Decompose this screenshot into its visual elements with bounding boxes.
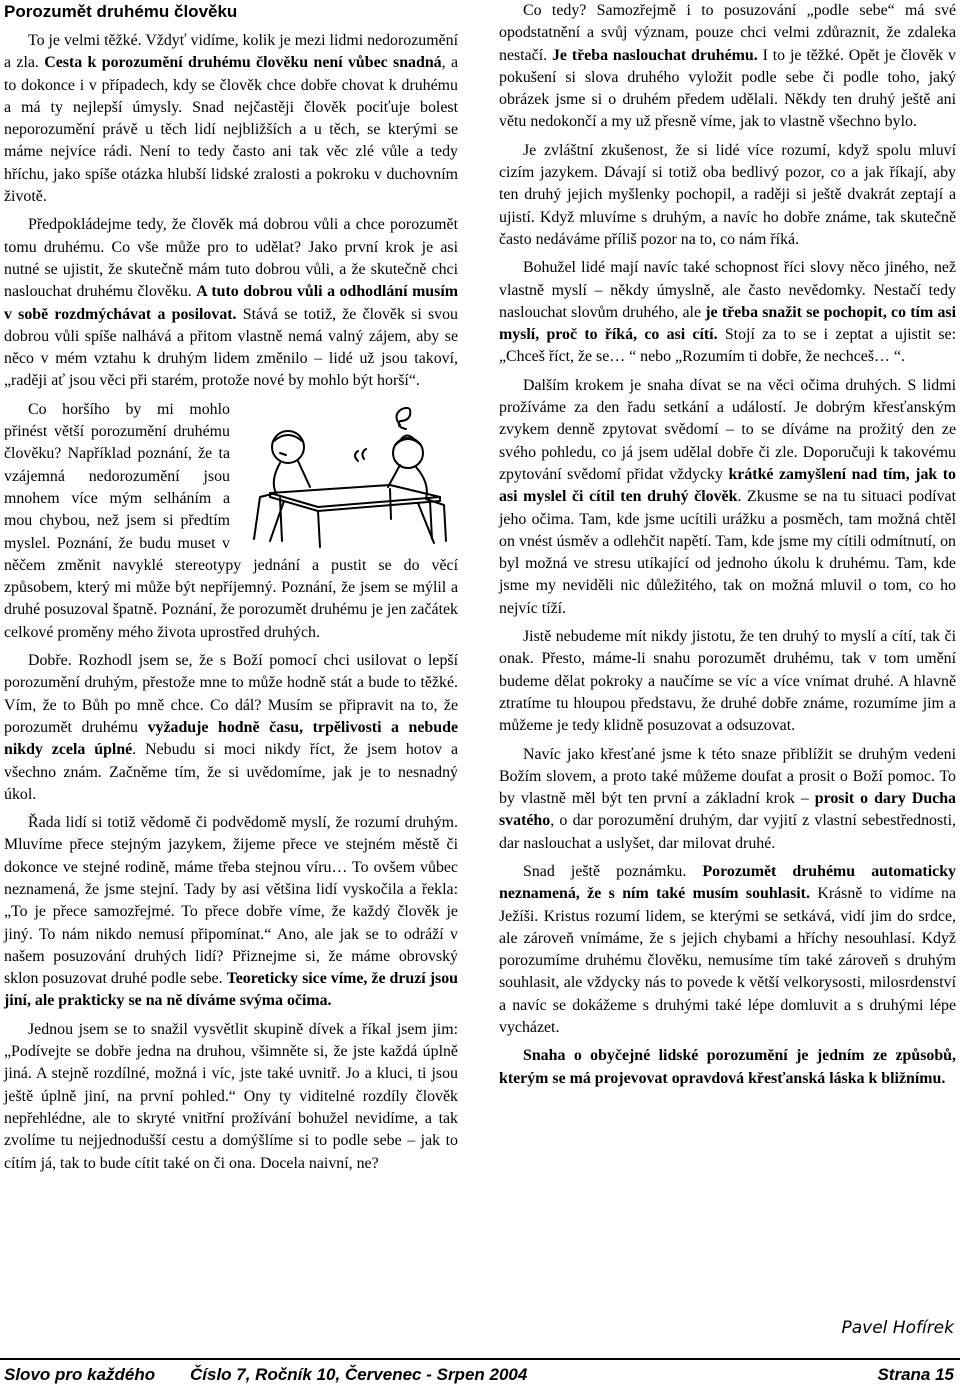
paragraph-text: Řada lidí si totiž vědomě či podvědomě myslí, že rozumí druhým. Mluvíme přece stejným jazykem, žijeme přece ve stejném městě či dokonce ve stejné rodině, máme třeba stejnou víru… To ovšem vůbec neznamená, že jsme stejní. Tady by asi většina lidí vyskočila a řekla: „To je přece samozřejmé. To přece dobře víme, že každý člověk je jiný. To nám nikdo nemusí připomínat.“ Ano, ale jak se to odráží v našem posuzování druhých lidí? Přiznejme si, že máme obrovský sklon posuzovat druhé podle sebe. (4, 814, 458, 988)
paragraph-text: Předpokládejme tedy, že člověk má dobrou vůli a chce porozumět tomu druhému. Co vše může pro to udělat? Jako první krok je asi nutné se ujistit, že skutečně mám tuto dobrou vůli, a že skutečně chci naslouchat druhému člověku. (4, 216, 458, 301)
emphasis-text: vyžaduje hodně času, trpělivosti a nebude nikdy zcela úplné (4, 718, 458, 759)
paragraph (4, 30, 458, 208)
author-signature: Pavel Hofírek (841, 1318, 954, 1338)
paragraph-text: Jednou jsem se to snažil vysvětlit skupině dívek a říkal jsem jim: „Podívejte se dobře jedna na druhou, všimněte si, že jste každá úplně jiná. A stejně rozdílné, možná i víc, jste také uvnitř. Jo a kluci, ti jsou ještě úplně jiní, na první pohled.“ Ony ty viditelné rozdíly člověk nepřehlédne, ale to skryté vnitřní prožívání bohužel nevidíme, a tak zvolíme tu nejjednodušší cestu a domýšlíme si to podle sebe – jak to cítím já, tak to bude cítit také on či ona. Docela naivní, ne? (4, 1020, 458, 1172)
paragraph (499, 0, 956, 134)
footer-page-number: Strana 15 (877, 1365, 954, 1384)
paragraph-text: Stojí za to se i zeptat a ujistit se: „Chceš říct, že se… “ nebo „Rozumím ti dobře, že nechceš… “. (499, 326, 956, 366)
paragraph-text: Bohužel lidé mají navíc také schopnost říci slovy něco jiného, než vlastně myslí – někdy úmyslně, ale často nevědomky. Nestačí tedy naslouchat slovům druhého, ale (499, 259, 956, 321)
paragraph-text: Jistě nebudeme mít nikdy jistotu, že ten druhý to myslí a cítí, tak či onak. Přesto, máme-li snahu porozumět druhému, tak v tom umění budeme dělat pokroky a naučíme se víc a více vnímat druhé. A hlavně ztratíme tu hloupou představu, že druhé dobře známe, rozumíme jim a můžeme je tedy klidně posuzovat a odsuzovat. (499, 628, 956, 735)
emphasis-text: Porozumět druhému automaticky neznamená, že s ním také musím souhlasit. (499, 862, 956, 903)
paragraph (4, 214, 458, 392)
paragraph (499, 861, 956, 1039)
footer-publication: Slovo pro každého (4, 1365, 156, 1384)
paragraph (499, 626, 956, 737)
paragraph (4, 650, 458, 806)
paragraph (499, 1045, 956, 1090)
paragraph-text: Navíc jako křesťané jsme k této snaze přiblížit se druhým vedeni Božím slovem, a proto také můžeme doufat a prosit o Boží pomoc. To by vlastně měl být ten první a základní krok – (499, 745, 956, 808)
paragraph-text: , a to dokonce i v případech, kdy se člověk chce dobře chovat k druhému a má ty nejlepší úmysly. Snad nejčastěji člověk pociťuje bolest neporozumění právě u těch lidí nejbližších a u těch, se kterými se máme nejvíce rádi. Není to tedy často ani tak věc zlé vůle a tedy hříchu, jako spíše otázka hlubší lidské zralosti a pokroku v duchovním životě. (4, 54, 458, 206)
emphasis-text: Cesta k porozumění druhému člověku není vůbec snadná (44, 54, 442, 72)
paragraph-text: Dalším krokem je snaha dívat se na věci očima druhých. S lidmi prožíváme za den řadu setkání a událostí. Je dobrým křesťanským zvykem denně zpytovat svědomí – to se díváme na prožitý den ze svého pohledu, co já jsem udělal dobře či zle. Doporučuji k takovému zpytování svědomí přidat vždycky (499, 376, 956, 483)
paragraph-text: Co horšího by mi mohlo přinést větší porozumění druhému člověku? Například poznání, že ta vzájemná nedorozumění jsou mnohem více mým selháním a mou chybou, než jsem si předtím myslel. Poznání, že budu muset v něčem změnit navyklé stereotypy jednání a pustit se do věcí způsobem, který mi může být nepříjemný. Poznání, že jsem se mýlil a druhé posuzoval špatně. Poznání, že porozumět druhému je jen začátek celkové proměny mého života uprostřed druhých. (4, 400, 458, 641)
paragraph (4, 812, 458, 1013)
paragraph (499, 257, 956, 368)
paragraph-text: Stává se totiž, že člověk si svou dobrou vůli spíše nalhává a přitom vlastně nemá valný zájem, aby se něco v mém vztahu k druhým lidem změnilo – lidé už jsou takoví, „raději ať jsou věci při starém, protože nové by mohlo být horší“. (4, 305, 458, 390)
emphasis-text: A tuto dobrou vůli a odhodlání musím v sobě rozdmýchávat a posilovat. (4, 283, 458, 323)
paragraph-text: I to je těžké. Opět je člověk v pokušení si slova druhého vyložit podle sebe či podle toho, jaký obrázek jsme si o druhém předem udělali. Někdy ten druhý ještě ani větu nedokončí a my už přesně víme, jak to vlastně všechno bylo. (499, 46, 956, 131)
emphasis-text: Je třeba naslouchat druhému. (551, 46, 758, 64)
emphasis-text: krátké zamyšlení nad tím, jak to asi myslel či cítil ten druhý člověk (499, 465, 956, 506)
paragraph-text: Krásně to vidíme na Ježíši. Kristus rozumí lidem, se kterými se setkává, vidí jim do srdce, ale zároveň vnímáme, že s jejich chybami a hříchy nesouhlasí. Když porozumíme druhému člověku, nemusíme tím také zároveň s druhým souhlasit, ale vždycky nás to povede k větší velkorysosti, milosrdenství a navíc se dokážeme s druhými také lépe domluvit a s druhými lépe vycházet. (499, 885, 956, 1037)
paragraph-text: Je zvláštní zkušenost, že si lidé více rozumí, když spolu mluví cizím jazykem. Dávají si totiž oba bedlivý pozor, co a jak říkají, aby ten druhý jejich myšlenky pochopil, a raději si ještě dvakrát zeptají a ujistí. Když mluvíme s druhým, a navíc ho dobře známe, tak skutečně často nedáváme příliš pozor na to, co nám říká. (499, 141, 956, 248)
left-column (4, 30, 458, 1175)
emphasis-text: je třeba snažit se pochopit, co tím asi myslí, proč to říká, co asi cítí. (499, 303, 956, 344)
page-footer (0, 1358, 960, 1389)
emphasis-text: prosit o dary Ducha svatého (499, 790, 957, 830)
right-column (499, 0, 956, 1090)
emphasis-text: Teoreticky sice víme, že druzí jsou jiní, ale prakticky se na ně díváme svýma očima. (4, 970, 458, 1010)
cartoon-illustration (240, 401, 458, 551)
paragraph (499, 375, 956, 620)
footer-issue: Číslo 7, Ročník 10, Červenec - Srpen 2004 (190, 1365, 528, 1384)
paragraph-text: Dobře. Rozhodl jsem se, že s Boží pomocí chci usilovat o lepší porozumění druhým, přestože mne to může hodně stát a bude to těžké. Vím, že to Bůh po mně chce. Co dál? Musím se připravit na to, že porozumět druhému (4, 652, 458, 736)
paragraph-text: . Zkusme se na tu situaci podívat jeho očima. Tam, kde jsme ucítili urážku a posměch, tam možná chtěl on vnést úsměv a odlehčit napětí. Tam, kde jsme my cítili odmítnutí, on byl možná ve stresu utíkající od jednoho úkolu k druhému. Tam, kde jsme my neviděli nic důležitého, tak on možná mluvil o tom, co ho nejvíc tíží. (499, 488, 956, 617)
article-title: Porozumět druhému člověku (4, 2, 238, 21)
paragraph (499, 744, 956, 855)
paragraph (4, 1019, 458, 1175)
paragraph-text: To je velmi těžké. Vždyť vidíme, kolik je mezi lidmi nedorozumění a zla. (4, 32, 458, 72)
paragraph-text: . Nebudu si moci nikdy říct, že jsem hotov a všechno znám. Začněme tím, že si uvědomíme, jak je to nesnadný úkol. (4, 741, 458, 803)
two-confused-people-at-table-icon (240, 401, 458, 551)
emphasis-text: Snaha o obyčejné lidské porozumění je jedním ze způsobů, kterým se má projevovat opravdová křesťanská láska k bližnímu. (499, 1047, 956, 1087)
paragraph-text: , o dar porozumění druhým, dar vyjití z vlastní sebestřednosti, dar naslouchat a uslyšet, dar milovat druhé. (499, 812, 956, 852)
paragraph-text: Snad ještě poznámku. (523, 862, 703, 880)
paragraph (4, 399, 458, 644)
paragraph (499, 140, 956, 251)
paragraph-text: Co tedy? Samozřejmě i to posuzování „podle sebe“ má své opodstatnění a svůj význam, pouze chci velmi zdůraznit, že zdaleka nestačí. (499, 2, 956, 64)
